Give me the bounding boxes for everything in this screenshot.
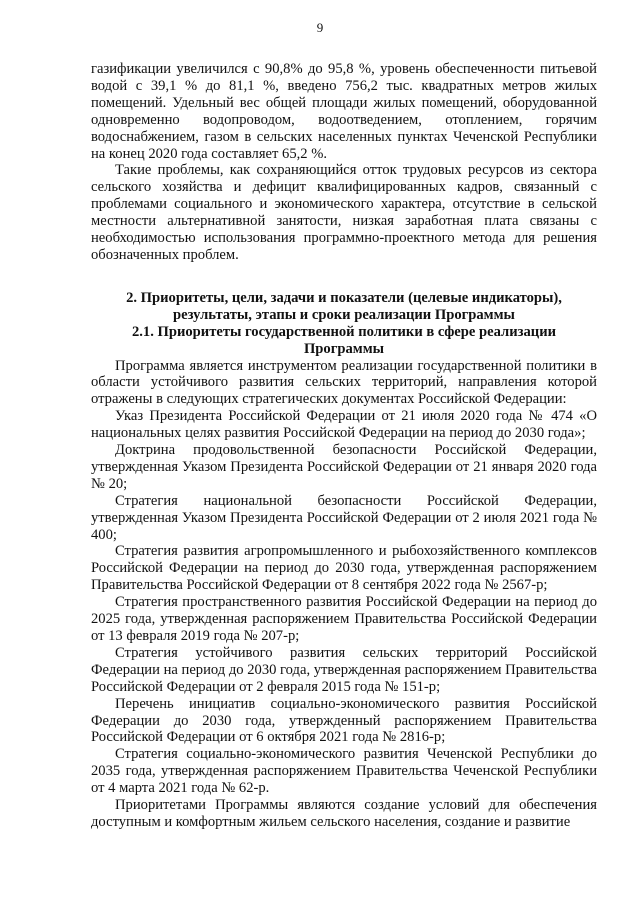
paragraph: Стратегия социально-экономического развития Чеченской Республики до 2035 года, утвержденная распоряжением Правительства Чеченской Республики от 4 марта 2021 года № 62-р. bbox=[91, 746, 597, 797]
subsection-heading: 2.1. Приоритеты государственной политики в сфере реализации Программы bbox=[131, 323, 557, 357]
paragraph: Стратегия развития агропромышленного и рыбохозяйственного комплексов Российской Федерации на период до 2030 года, утвержденная распоряжением Правительства Российской Федерации от 8 сентября 2022 года № 2567-р; bbox=[91, 543, 597, 594]
document-body bbox=[91, 61, 597, 831]
paragraph: Стратегия пространственного развития Российской Федерации на период до 2025 года, утвержденная распоряжением Правительства Российской Федерации от 13 февраля 2019 года № 207-р; bbox=[91, 594, 597, 644]
paragraph: газификации увеличился с 90,8% до 95,8 %, уровень обеспеченности питьевой водой с 39,1 % до 81,1 %, введено 756,2 тыс. квадратных метров жилых помещений. Удельный вес общей площади жилых помещений, оборудованной одновременно водопроводом, водоотведением, отоплением, горячим водоснабжением, газом в сельских населенных пунктах Чеченской Республики на конец 2020 года составляет 65,2 %. bbox=[91, 61, 597, 162]
paragraph: Программа является инструментом реализации государственной политики в области устойчивого развития сельских территорий, направления которой отражены в следующих стратегических документах Российской Федерации: bbox=[91, 357, 597, 408]
paragraph: Такие проблемы, как сохраняющийся отток трудовых ресурсов из сектора сельского хозяйства и дефицит квалифицированных кадров, связанный с проблемами социального и экономического характера, отсутствие в сельской местности альтернативной занятости, низкая заработная плата связаны с необходимостью использования программно-проектного метода для решения обозначенных проблем. bbox=[91, 162, 597, 263]
paragraph: Указ Президента Российской Федерации от 21 июля 2020 года № 474 «О национальных целях развития Российской Федерации на период до 2030 года»; bbox=[91, 408, 597, 442]
page-number: 9 bbox=[316, 20, 324, 35]
paragraph: Доктрина продовольственной безопасности Российской Федерации, утвержденная Указом Президента Российской Федерации от 21 января 2020 года № 20; bbox=[91, 442, 597, 492]
paragraph: Приоритетами Программы являются создание условий для обеспечения доступным и комфортным жильем сельского населения, создание и развитие bbox=[91, 797, 597, 830]
paragraph: Стратегия национальной безопасности Российской Федерации, утвержденная Указом Президента Российской Федерации от 2 июля 2021 года № 400; bbox=[91, 492, 597, 543]
spacer bbox=[91, 264, 597, 290]
section-heading: 2. Приоритеты, цели, задачи и показатели (целевые индикаторы), результаты, этапы и сроки реализации Программы bbox=[126, 289, 562, 323]
paragraph: Перечень инициатив социально-экономического развития Российской Федерации до 2030 года, утвержденный распоряжением Правительства Российской Федерации от 6 октября 2021 года № 2816-р; bbox=[91, 695, 597, 746]
paragraph: Стратегия устойчивого развития сельских территорий Российской Федерации на период до 2030 года, утвержденная распоряжением Правительства Российской Федерации от 2 февраля 2015 года № 151-р; bbox=[91, 644, 598, 695]
